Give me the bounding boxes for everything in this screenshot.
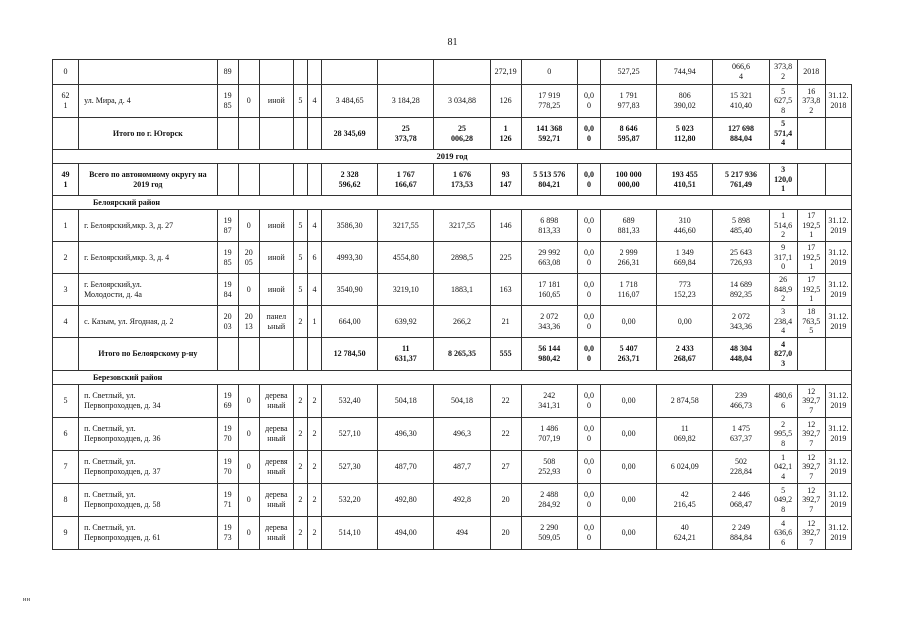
table-cell: 6 024,09 — [657, 451, 713, 484]
district-header-row — [53, 371, 852, 385]
table-cell: Березовский район — [53, 371, 852, 385]
table-cell: 48 304 448,04 — [713, 338, 769, 371]
table-cell: 9 — [53, 517, 79, 550]
table-cell: 12 392,7 7 — [797, 484, 825, 517]
table-cell: 2 — [293, 306, 307, 338]
table-cell — [825, 338, 851, 371]
table-cell: 664,00 — [321, 306, 377, 338]
table-cell — [238, 60, 259, 85]
table-row — [53, 451, 852, 484]
table-cell: 2 874,58 — [657, 385, 713, 418]
table-cell: 6 898 813,33 — [521, 210, 577, 242]
table-cell: 1 676 173,53 — [434, 164, 490, 196]
footer-mark: нн — [23, 597, 31, 603]
table-cell: 25 643 726,93 — [713, 242, 769, 274]
table-cell: 19 70 — [217, 418, 238, 451]
table-cell: 2 488 284,92 — [521, 484, 577, 517]
table-cell — [293, 118, 307, 150]
table-cell — [577, 60, 600, 85]
table-cell: 2 — [293, 385, 307, 418]
table-cell: 5 407 263,71 — [600, 338, 656, 371]
table-cell: п. Светлый, ул. Первопроходцев, д. 36 — [79, 418, 218, 451]
table-cell — [79, 60, 218, 85]
table-cell: 3 034,88 — [434, 85, 490, 118]
table-cell: 0,00 — [657, 306, 713, 338]
table-cell: 0 — [238, 385, 259, 418]
table-cell: 19 87 — [217, 210, 238, 242]
table-cell: 0,00 — [600, 517, 656, 550]
table-cell: 141 368 592,71 — [521, 118, 577, 150]
table-cell: 5 — [293, 210, 307, 242]
table-cell: 0,0 0 — [577, 274, 600, 306]
table-cell: 20 — [490, 517, 521, 550]
table-cell: с. Казым, ул. Ягодная, д. 2 — [79, 306, 218, 338]
table-cell: 31.12. 2018 — [825, 85, 851, 118]
table-cell: 5 023 112,80 — [657, 118, 713, 150]
table-cell: 2019 год — [53, 150, 852, 164]
table-cell: 31.12. 2019 — [825, 385, 851, 418]
table-cell — [378, 60, 434, 85]
table-cell: 31.12. 2019 — [825, 274, 851, 306]
table-cell: 12 392,7 7 — [797, 517, 825, 550]
table-cell — [434, 60, 490, 85]
table-cell — [238, 164, 259, 196]
table-cell: 89 — [217, 60, 238, 85]
table-cell: 3219,10 — [378, 274, 434, 306]
table-cell: 62 1 — [53, 85, 79, 118]
table-cell: 4 — [307, 210, 321, 242]
table-cell: 12 392,7 7 — [797, 451, 825, 484]
table-cell: 266,2 — [434, 306, 490, 338]
table-cell: 239 466,73 — [713, 385, 769, 418]
table-cell: дерева нный — [259, 418, 293, 451]
table-cell: 5 — [293, 85, 307, 118]
table-cell: 5 217 936 761,49 — [713, 164, 769, 196]
table-cell: панел ьный — [259, 306, 293, 338]
table-cell: деревя нный — [259, 451, 293, 484]
table-cell — [797, 164, 825, 196]
table-row — [53, 210, 852, 242]
table-cell: ул. Мира, д. 4 — [79, 85, 218, 118]
table-cell: 146 — [490, 210, 521, 242]
district-header-row — [53, 196, 852, 210]
table-cell: 19 73 — [217, 517, 238, 550]
table-cell — [825, 118, 851, 150]
table-cell: 2 249 884,84 — [713, 517, 769, 550]
table-cell: 4 — [53, 306, 79, 338]
table-cell: 29 992 663,08 — [521, 242, 577, 274]
table-cell: 527,30 — [321, 451, 377, 484]
table-cell: 17 192,5 1 — [797, 274, 825, 306]
table-cell: 225 — [490, 242, 521, 274]
table-cell: 0 — [238, 517, 259, 550]
table-cell: 272,19 — [490, 60, 521, 85]
table-cell: 12 392,7 7 — [797, 385, 825, 418]
table-cell: 14 689 892,35 — [713, 274, 769, 306]
table-cell: 31.12. 2019 — [825, 306, 851, 338]
table-cell: 27 — [490, 451, 521, 484]
table-cell: 504,18 — [378, 385, 434, 418]
table-cell: 2 — [53, 242, 79, 274]
table-cell: 2 — [293, 517, 307, 550]
table-cell — [293, 60, 307, 85]
table-cell: 9 317,1 0 — [769, 242, 797, 274]
table-row — [53, 418, 852, 451]
subtotal-row — [53, 118, 852, 150]
table-cell: 18 763,5 5 — [797, 306, 825, 338]
table-cell: 126 — [490, 85, 521, 118]
table-cell: 0,00 — [600, 418, 656, 451]
table-cell: Всего по автономному округу на 2019 год — [79, 164, 218, 196]
table-cell: 1 767 166,67 — [378, 164, 434, 196]
table-cell: 0,00 — [600, 306, 656, 338]
table-cell: 2 995,5 8 — [769, 418, 797, 451]
table-cell: 1 475 637,37 — [713, 418, 769, 451]
table-cell: 19 70 — [217, 451, 238, 484]
table-cell — [259, 338, 293, 371]
table-cell: 532,40 — [321, 385, 377, 418]
table-cell — [307, 60, 321, 85]
subtotal-row — [53, 338, 852, 371]
table-cell: 1 718 116,07 — [600, 274, 656, 306]
year-header-row — [53, 150, 852, 164]
table-cell: 480,6 6 — [769, 385, 797, 418]
table-cell: 4993,30 — [321, 242, 377, 274]
table-cell: 31.12. 2019 — [825, 484, 851, 517]
table-row — [53, 385, 852, 418]
table-cell: 3 — [53, 274, 79, 306]
table-cell: 0 — [238, 85, 259, 118]
table-cell: 2 072 343,36 — [713, 306, 769, 338]
table-cell: 25 006,28 — [434, 118, 490, 150]
table-cell: 19 84 — [217, 274, 238, 306]
table-cell: 3217,55 — [378, 210, 434, 242]
table-cell: 3217,55 — [434, 210, 490, 242]
table-cell: 494,00 — [378, 517, 434, 550]
table-cell: 42 216,45 — [657, 484, 713, 517]
table-cell: 0,0 0 — [577, 118, 600, 150]
table-cell: 2 999 266,31 — [600, 242, 656, 274]
table-cell: 17 192,5 1 — [797, 210, 825, 242]
table-cell: 8 646 595,87 — [600, 118, 656, 150]
table-cell: 2 — [293, 451, 307, 484]
table-cell: Белоярский район — [53, 196, 852, 210]
table-cell: 504,18 — [434, 385, 490, 418]
table-cell: 49 1 — [53, 164, 79, 196]
table-cell — [217, 118, 238, 150]
table-cell: 2 — [307, 418, 321, 451]
table-cell: 4 — [307, 274, 321, 306]
table-cell: 527,25 — [600, 60, 656, 85]
table-cell: дерева нный — [259, 385, 293, 418]
table-cell: 0,0 0 — [577, 210, 600, 242]
table-cell: 25 373,78 — [378, 118, 434, 150]
table-cell: п. Светлый, ул. Первопроходцев, д. 58 — [79, 484, 218, 517]
table-cell: 1883,1 — [434, 274, 490, 306]
table-cell: 555 — [490, 338, 521, 371]
table-cell: 0,00 — [600, 385, 656, 418]
table-cell: 5 049,2 8 — [769, 484, 797, 517]
table-cell: 744,94 — [657, 60, 713, 85]
table-cell: 2 290 509,05 — [521, 517, 577, 550]
table-cell: 2018 — [797, 60, 825, 85]
table-cell: 26 848,9 2 — [769, 274, 797, 306]
table-cell: иной — [259, 85, 293, 118]
table-row — [53, 306, 852, 338]
table-cell: 12 784,50 — [321, 338, 377, 371]
table-cell: 5 627,5 8 — [769, 85, 797, 118]
table-cell: 19 85 — [217, 242, 238, 274]
table-cell: 532,20 — [321, 484, 377, 517]
table-cell: 28 345,69 — [321, 118, 377, 150]
table-cell: 20 13 — [238, 306, 259, 338]
grand-total-row — [53, 164, 852, 196]
table-cell: 2 — [293, 484, 307, 517]
table-cell: 2 — [307, 451, 321, 484]
table-cell — [217, 338, 238, 371]
table-cell: 2898,5 — [434, 242, 490, 274]
table-cell: 163 — [490, 274, 521, 306]
table-cell: 0,0 0 — [577, 85, 600, 118]
table-cell — [307, 118, 321, 150]
table-cell: 21 — [490, 306, 521, 338]
table-cell: 4 827,0 3 — [769, 338, 797, 371]
table-cell: 31.12. 2019 — [825, 242, 851, 274]
table-cell: 527,10 — [321, 418, 377, 451]
table-cell: иной — [259, 242, 293, 274]
table-cell: 1 486 707,19 — [521, 418, 577, 451]
table-cell: 0,00 — [600, 451, 656, 484]
table-cell: 0 — [238, 484, 259, 517]
table-cell: 127 698 884,04 — [713, 118, 769, 150]
table-cell: 100 000 000,00 — [600, 164, 656, 196]
table-cell: 0 — [53, 60, 79, 85]
table-cell: 17 181 160,65 — [521, 274, 577, 306]
table-cell: 2 — [307, 385, 321, 418]
table-cell: 4 — [307, 85, 321, 118]
table-cell — [797, 118, 825, 150]
table-cell: 4 636,6 6 — [769, 517, 797, 550]
table-cell — [259, 60, 293, 85]
table-cell: 2 — [307, 484, 321, 517]
table-cell: 2 — [293, 418, 307, 451]
housing-register-table — [52, 59, 852, 550]
table-cell: 19 69 — [217, 385, 238, 418]
table-cell: дерева нный — [259, 484, 293, 517]
table-cell: 2 328 596,62 — [321, 164, 377, 196]
table-cell: 31.12. 2019 — [825, 418, 851, 451]
table-cell: 5 — [293, 274, 307, 306]
table-cell: 514,10 — [321, 517, 377, 550]
table-cell: 310 446,60 — [657, 210, 713, 242]
table-cell — [307, 338, 321, 371]
table-cell: 3 120,0 1 — [769, 164, 797, 196]
table-cell: 1 514,6 2 — [769, 210, 797, 242]
table-cell: п. Светлый, ул. Первопроходцев, д. 61 — [79, 517, 218, 550]
table-cell — [53, 118, 79, 150]
table-cell: 2 446 068,47 — [713, 484, 769, 517]
table-cell: 496,30 — [378, 418, 434, 451]
table-row — [53, 85, 852, 118]
table-cell: 12 392,7 7 — [797, 418, 825, 451]
page-number: 81 — [447, 37, 458, 48]
table-cell: 3586,30 — [321, 210, 377, 242]
table-cell: 487,7 — [434, 451, 490, 484]
table-cell: 7 — [53, 451, 79, 484]
table-cell: 1 042,1 4 — [769, 451, 797, 484]
table-cell: 8 265,35 — [434, 338, 490, 371]
table-cell — [307, 164, 321, 196]
table-cell: 242 341,31 — [521, 385, 577, 418]
table-cell: 19 85 — [217, 85, 238, 118]
table-cell: п. Светлый, ул. Первопроходцев, д. 37 — [79, 451, 218, 484]
table-cell: 3540,90 — [321, 274, 377, 306]
table-cell: 773 152,23 — [657, 274, 713, 306]
table-cell: 639,92 — [378, 306, 434, 338]
table-cell — [53, 338, 79, 371]
table-cell: 0 — [238, 274, 259, 306]
table-cell: г. Белоярский,мкр. 3, д. 27 — [79, 210, 218, 242]
table-row — [53, 60, 852, 85]
table-cell: 1 — [53, 210, 79, 242]
table-cell: 22 — [490, 418, 521, 451]
table-cell: 2 433 268,67 — [657, 338, 713, 371]
table-cell: 0,0 0 — [577, 164, 600, 196]
table-cell: 5 — [293, 242, 307, 274]
table-cell: 494 — [434, 517, 490, 550]
table-cell — [259, 164, 293, 196]
table-cell: 20 03 — [217, 306, 238, 338]
table-cell: 11 069,82 — [657, 418, 713, 451]
table-cell: 1 791 977,83 — [600, 85, 656, 118]
table-cell: 6 — [307, 242, 321, 274]
table-cell: 8 — [53, 484, 79, 517]
table-cell: 1 — [307, 306, 321, 338]
table-cell: 6 — [53, 418, 79, 451]
table-cell: 1 349 669,84 — [657, 242, 713, 274]
table-cell: 0,0 0 — [577, 306, 600, 338]
table-cell: 0 — [238, 210, 259, 242]
table-cell: 56 144 980,42 — [521, 338, 577, 371]
table-cell: 066,6 4 — [713, 60, 769, 85]
table-cell — [321, 60, 377, 85]
table-cell: 20 05 — [238, 242, 259, 274]
table-cell: 19 71 — [217, 484, 238, 517]
table-cell: 492,8 — [434, 484, 490, 517]
table-cell: г. Белоярский,ул. Молодости, д. 4а — [79, 274, 218, 306]
table-cell: 16 373,8 2 — [797, 85, 825, 118]
table-cell: 31.12. 2019 — [825, 451, 851, 484]
table-cell: 4554,80 — [378, 242, 434, 274]
table-cell: Итого по г. Югорск — [79, 118, 218, 150]
table-cell: 689 881,33 — [600, 210, 656, 242]
table-cell: иной — [259, 274, 293, 306]
table-cell: иной — [259, 210, 293, 242]
table-cell: 5 — [53, 385, 79, 418]
table-cell: 5 571,4 4 — [769, 118, 797, 150]
table-cell: 15 321 410,40 — [713, 85, 769, 118]
table-cell: 17 192,5 1 — [797, 242, 825, 274]
table-cell: 3 238,4 4 — [769, 306, 797, 338]
table-cell: 0,0 0 — [577, 385, 600, 418]
table-cell: 11 631,37 — [378, 338, 434, 371]
table-cell: 5 898 485,40 — [713, 210, 769, 242]
table-cell: 5 513 576 804,21 — [521, 164, 577, 196]
table-cell: 17 919 778,25 — [521, 85, 577, 118]
table-cell: дерева нный — [259, 517, 293, 550]
table-cell: 0,0 0 — [577, 242, 600, 274]
table-cell: 0,0 0 — [577, 451, 600, 484]
table-cell: 0,0 0 — [577, 517, 600, 550]
table-cell: 0 — [238, 418, 259, 451]
table-cell: 0 — [238, 451, 259, 484]
table-cell: 31.12. 2019 — [825, 517, 851, 550]
table-cell — [238, 338, 259, 371]
table-row — [53, 274, 852, 306]
table-cell — [825, 164, 851, 196]
table-cell: 496,3 — [434, 418, 490, 451]
table-cell: г. Белоярский,мкр. 3, д. 4 — [79, 242, 218, 274]
table-cell — [259, 118, 293, 150]
table-cell — [797, 338, 825, 371]
table-cell: 508 252,93 — [521, 451, 577, 484]
table-cell: 0,0 0 — [577, 484, 600, 517]
table-cell: 487,70 — [378, 451, 434, 484]
table-cell: 0,0 0 — [577, 418, 600, 451]
table-cell: 0 — [521, 60, 577, 85]
table-cell: 31.12. 2019 — [825, 210, 851, 242]
table-cell: 0,0 0 — [577, 338, 600, 371]
table-row — [53, 517, 852, 550]
table-cell: 2 072 343,36 — [521, 306, 577, 338]
table-cell — [238, 118, 259, 150]
table-row — [53, 242, 852, 274]
table-cell: 193 455 410,51 — [657, 164, 713, 196]
table-cell: 3 184,28 — [378, 85, 434, 118]
table-cell — [217, 164, 238, 196]
table-cell: 373,8 2 — [769, 60, 797, 85]
table-cell: 40 624,21 — [657, 517, 713, 550]
table-row — [53, 484, 852, 517]
table-cell: 22 — [490, 385, 521, 418]
table-cell: 93 147 — [490, 164, 521, 196]
table-cell: Итого по Белоярскому р-ну — [79, 338, 218, 371]
table-cell — [293, 164, 307, 196]
table-cell: 3 484,65 — [321, 85, 377, 118]
table-cell: 20 — [490, 484, 521, 517]
table-cell: 0,00 — [600, 484, 656, 517]
table-cell: 492,80 — [378, 484, 434, 517]
table-cell: п. Светлый, ул. Первопроходцев, д. 34 — [79, 385, 218, 418]
table-cell — [293, 338, 307, 371]
table-cell: 806 390,02 — [657, 85, 713, 118]
table-cell: 1 126 — [490, 118, 521, 150]
table-cell: 502 228,84 — [713, 451, 769, 484]
table-cell: 2 — [307, 517, 321, 550]
